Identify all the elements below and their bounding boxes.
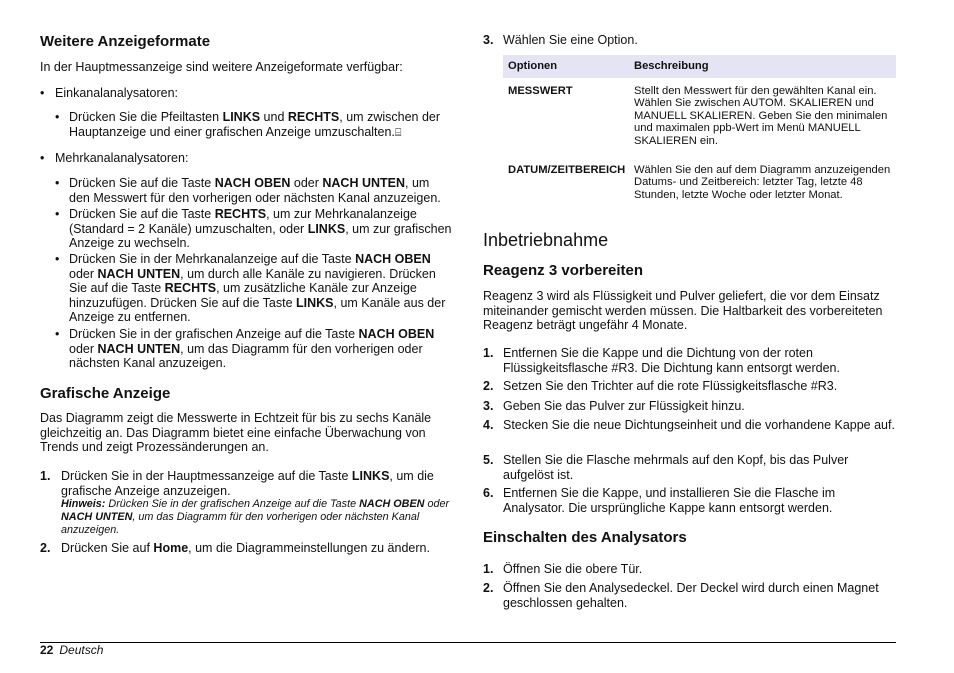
table-cell-description: Wählen Sie den auf dem Diagramm anzuzeigenden Datums- und Zeitbereich: letzter Tag, letzte 48 Stunden, letzte Woche oder letzter Monat. (634, 163, 891, 201)
table-row (503, 78, 896, 160)
table-cell-option: DATUM/ZEITBEREICH (508, 163, 626, 176)
table-row (503, 160, 896, 206)
heading-weitere-anzeigeformate: Weitere Anzeigeformate (40, 33, 211, 50)
bullet-dot: • (40, 86, 45, 100)
step-3-select-option: 3. Wählen Sie eine Option. (483, 33, 638, 47)
list-item-einkanal-arrows: • Drücken Sie die Pfeiltasten LINKS und RECHTS, um zwischen der Hauptanzeige und einer grafischen Anzeige umzuschalten.⌸ (55, 110, 441, 139)
note-hinweis: Hinweis: Drücken Sie in der grafischen Anzeige auf die Taste NACH OBEN oder NACH UNTEN, um das Diagramm für den vorherigen oder nächsten Kanal anzuzeigen. (61, 498, 450, 536)
step-1-graph: 1. Drücken Sie in der Hauptmessanzeige auf die Taste LINKS, um die grafische Anzeige anzuzeigen. (40, 469, 434, 498)
table-cell-description: Stellt den Messwert für den gewählten Kanal ein. Wählen Sie zwischen AUTOM. SKALIEREN und MANUELL SKALIEREN. Geben Sie den minimalen und maximalen ppb-Wert im Menü MANUELL SKALIEREN ein. (634, 84, 888, 147)
list-item-mehrkanal-2: • Drücken Sie auf die Taste RECHTS, um zur Mehrkanalanzeige (Standard = 2 Kanäle) umzuschalten, oder LINKS, um zur grafischen Anzeige zu wechseln. (55, 207, 452, 251)
reagent-step-4: 4. Stecken Sie die neue Dichtungseinheit und die vorhandene Kappe auf. (483, 418, 895, 432)
heading-grafische-anzeige: Grafische Anzeige (40, 385, 171, 402)
bullet-dot: • (55, 110, 60, 124)
list-item-mehrkanal-1: • Drücken Sie auf die Taste NACH OBEN oder NACH UNTEN, um den Messwert für den vorherigen oder nächsten Kanal anzuzeigen. (55, 176, 441, 205)
bullet-dot: • (55, 327, 60, 341)
bullet-dot: • (55, 207, 60, 221)
power-step-2: 2. Öffnen Sie den Analysedeckel. Der Deckel wird durch einen Magnet geschlossen gehalten. (483, 581, 879, 610)
bullet-dot: • (55, 252, 60, 266)
table-header-optionen: Optionen (508, 60, 558, 72)
page-footer (40, 643, 103, 657)
paragraph-reagent: Reagenz 3 wird als Flüssigkeit und Pulver geliefert, die vor dem Einsatz miteinander gemischt werden müssen. Die Haltbarkeit des vorbereiteten Reagenz beträgt ungefähr 4 Monate. (483, 289, 883, 333)
reagent-step-3: 3. Geben Sie das Pulver zur Flüssigkeit hinzu. (483, 399, 745, 413)
heading-einschalten: Einschalten des Analysators (483, 529, 687, 546)
bullet-einkanal: • Einkanalanalysatoren: (40, 86, 178, 100)
bullet-dot: • (40, 151, 45, 165)
reagent-step-1: 1. Entfernen Sie die Kappe und die Dichtung von der roten Flüssigkeitsflasche #R3. Die Dichtung kann entsorgt werden. (483, 346, 840, 375)
reagent-step-6: 6. Entfernen Sie die Kappe, und installieren Sie die Flasche im Analysator. Die ursprüngliche Kappe kann entsorgt werden. (483, 486, 836, 515)
table-cell-option: MESSWERT (508, 84, 573, 97)
table-header-row (503, 55, 896, 78)
reagent-step-5: 5. Stellen Sie die Flasche mehrmals auf den Kopf, bis das Pulver aufgelöst ist. (483, 453, 849, 482)
page-number: 22 (40, 643, 54, 657)
list-item-mehrkanal-4: • Drücken Sie in der grafischen Anzeige auf die Taste NACH OBEN oder NACH UNTEN, um das Diagramm für den vorherigen oder nächsten Kanal anzuzeigen. (55, 327, 435, 371)
bullet-dot: • (55, 176, 60, 190)
step-2-graph: 2. Drücken Sie auf Home, um die Diagrammeinstellungen zu ändern. (40, 541, 430, 555)
footer-language: Deutsch (59, 643, 104, 657)
heading-inbetriebnahme: Inbetriebnahme (483, 230, 609, 250)
heading-reagenz-3: Reagenz 3 vorbereiten (483, 262, 644, 279)
footer-rule (40, 642, 896, 643)
paragraph-formats: In der Hauptmessanzeige sind weitere Anzeigeformate verfügbar: (40, 60, 403, 74)
list-item-mehrkanal-3: • Drücken Sie in der Mehrkanalanzeige auf die Taste NACH OBEN oder NACH UNTEN, um durch alle Kanäle zu navigieren. Drücken Sie auf die Taste RECHTS, um zusätzliche Kanäle zur Anzeige hinzuzufügen. Drücken Sie auf die Taste LINKS, um Kanäle aus der Anzeige zu entfernen. (55, 252, 446, 325)
paragraph-graph: Das Diagramm zeigt die Messwerte in Echtzeit für bis zu sechs Kanäle gleichzeitig an. Das Diagramm bietet eine einfache Überwachung von Trends und zeigt Prozessänderungen an. (40, 411, 432, 455)
options-table (503, 55, 896, 205)
reagent-step-2: 2. Setzen Sie den Trichter auf die rote Flüssigkeitsflasche #R3. (483, 379, 838, 393)
graph-view-icon: ⌸ (394, 125, 402, 139)
power-step-1: 1. Öffnen Sie die obere Tür. (483, 562, 643, 576)
table-header-beschreibung: Beschreibung (634, 60, 709, 72)
bullet-mehrkanal: • Mehrkanalanalysatoren: (40, 151, 189, 165)
